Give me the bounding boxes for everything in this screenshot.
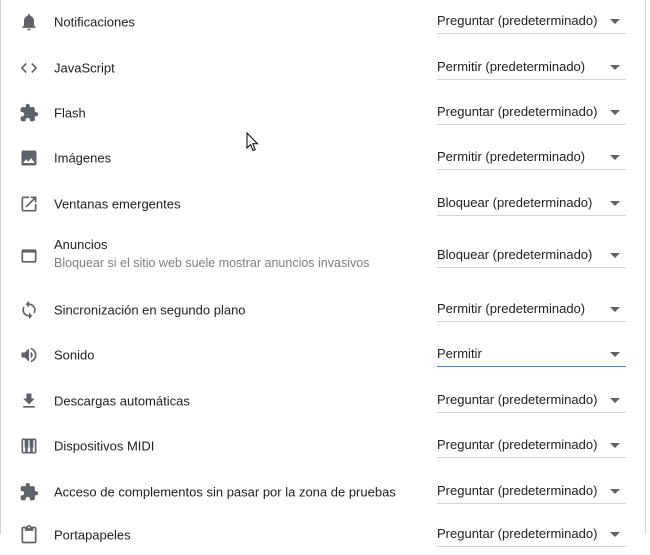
setting-label: Sonido bbox=[54, 347, 95, 363]
dropdown-arrow-icon bbox=[610, 65, 620, 70]
dropdown-arrow-icon bbox=[610, 398, 620, 403]
dropdown-arrow-icon bbox=[610, 489, 620, 494]
setting-label: Ventanas emergentes bbox=[54, 196, 181, 212]
setting-select-ads[interactable] bbox=[437, 244, 626, 268]
mouse-pointer-icon bbox=[246, 132, 260, 152]
select-value: Bloquear (predeterminado) bbox=[437, 195, 593, 210]
setting-label: Portapapeles bbox=[54, 527, 131, 543]
setting-row-clipboard bbox=[0, 515, 645, 555]
code-icon bbox=[18, 57, 40, 79]
select-value: Permitir (predeterminado) bbox=[437, 59, 586, 74]
setting-select-background-sync[interactable] bbox=[437, 298, 626, 322]
select-value: Preguntar (predeterminado) bbox=[437, 104, 598, 119]
sync-icon bbox=[18, 299, 40, 321]
setting-row-sound bbox=[0, 335, 645, 375]
select-value: Permitir (predeterminado) bbox=[437, 149, 586, 164]
setting-row-flash bbox=[0, 93, 645, 133]
puzzle-icon bbox=[18, 481, 40, 503]
setting-label: Sincronización en segundo plano bbox=[54, 302, 246, 318]
setting-select-flash[interactable] bbox=[437, 101, 626, 125]
clipboard-icon bbox=[18, 524, 40, 546]
setting-label-group bbox=[54, 237, 369, 270]
dropdown-arrow-icon bbox=[610, 307, 620, 312]
setting-label: Acceso de complementos sin pasar por la zona de pruebas bbox=[54, 484, 396, 500]
dropdown-arrow-icon bbox=[610, 253, 620, 258]
setting-row-unsandboxed-plugins bbox=[0, 472, 645, 512]
setting-select-automatic-downloads[interactable] bbox=[437, 389, 626, 413]
image-icon bbox=[18, 147, 40, 169]
setting-select-unsandboxed-plugins[interactable] bbox=[437, 480, 626, 504]
setting-label: Anuncios bbox=[54, 236, 108, 252]
setting-row-automatic-downloads bbox=[0, 381, 645, 421]
setting-row-midi-devices bbox=[0, 426, 645, 466]
panel-right-border bbox=[645, 0, 646, 534]
setting-label: JavaScript bbox=[54, 60, 115, 76]
puzzle-icon bbox=[18, 102, 40, 124]
setting-row-popups bbox=[0, 184, 645, 224]
select-value: Preguntar (predeterminado) bbox=[437, 437, 598, 452]
setting-row-javascript bbox=[0, 48, 645, 88]
setting-select-javascript[interactable] bbox=[437, 56, 626, 80]
dropdown-arrow-icon bbox=[610, 443, 620, 448]
setting-select-clipboard[interactable] bbox=[437, 523, 626, 547]
setting-label: Imágenes bbox=[54, 150, 112, 166]
setting-row-background-sync bbox=[0, 290, 645, 330]
select-value: Preguntar (predeterminado) bbox=[437, 526, 598, 541]
setting-sublabel: Bloquear si el sitio web suele mostrar anuncios invasivos bbox=[54, 255, 370, 270]
dropdown-arrow-icon bbox=[610, 201, 620, 206]
setting-select-popups[interactable] bbox=[437, 192, 626, 216]
setting-select-midi-devices[interactable] bbox=[437, 434, 626, 458]
dropdown-arrow-icon bbox=[610, 532, 620, 537]
setting-select-images[interactable] bbox=[437, 146, 626, 170]
setting-select-notifications[interactable] bbox=[437, 10, 626, 34]
select-value: Permitir (predeterminado) bbox=[437, 301, 586, 316]
select-value: Bloquear (predeterminado) bbox=[437, 247, 593, 262]
dropdown-arrow-icon bbox=[610, 110, 620, 115]
bell-icon bbox=[18, 11, 40, 33]
volume-icon bbox=[18, 344, 40, 366]
select-value: Preguntar (predeterminado) bbox=[437, 483, 598, 498]
setting-label: Descargas automáticas bbox=[54, 393, 190, 409]
setting-row-images bbox=[0, 138, 645, 178]
setting-label: Flash bbox=[54, 105, 86, 121]
setting-row-ads bbox=[0, 236, 645, 276]
download-icon bbox=[18, 390, 40, 412]
setting-row-notifications bbox=[0, 2, 645, 42]
dropdown-arrow-icon bbox=[610, 155, 620, 160]
setting-label: Notificaciones bbox=[54, 14, 135, 30]
setting-label: Dispositivos MIDI bbox=[54, 438, 155, 454]
dropdown-arrow-icon bbox=[610, 19, 620, 24]
select-value: Permitir bbox=[437, 346, 482, 361]
select-value: Preguntar (predeterminado) bbox=[437, 13, 598, 28]
piano-icon bbox=[18, 435, 40, 457]
setting-select-sound[interactable] bbox=[437, 343, 626, 367]
dropdown-arrow-icon bbox=[610, 352, 620, 357]
web-asset-icon bbox=[18, 245, 40, 267]
select-value: Preguntar (predeterminado) bbox=[437, 392, 598, 407]
open-in-new-icon bbox=[18, 193, 40, 215]
